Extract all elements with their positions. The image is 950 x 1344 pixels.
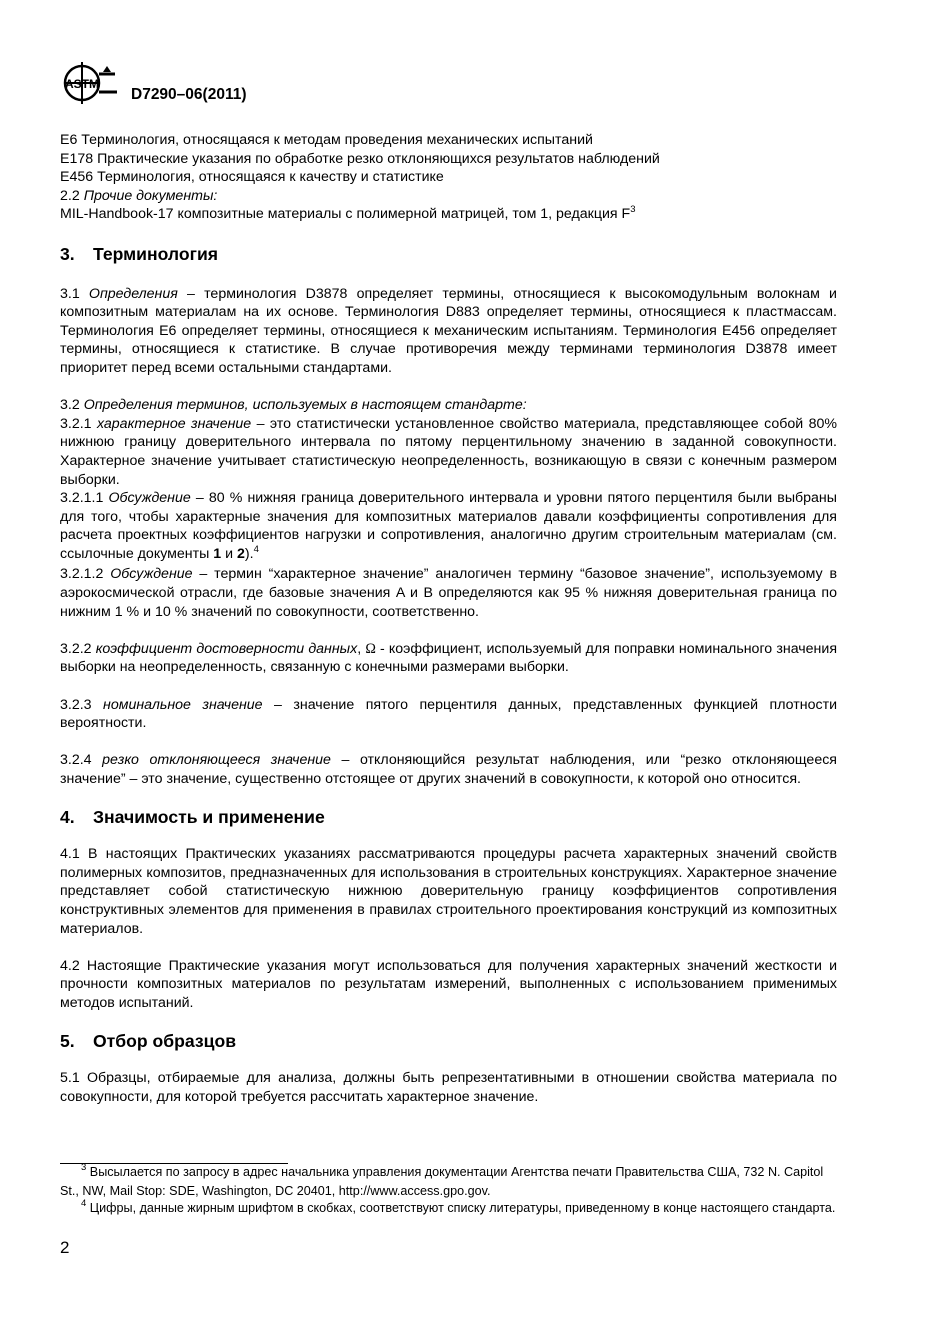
astm-logo	[59, 60, 121, 106]
ref-e456: E456 Терминология, относящаяся к качеству и статистике	[60, 169, 444, 186]
section-5-heading: 5. Отбор образцов	[60, 1030, 237, 1051]
footnote-4: $^4$ Цифры, данные жирным шрифтом в скобках, соответствуют списку литературы, приведенному в конце настоящего стандарта.	[81, 1197, 836, 1215]
paragraph-3-2-3: 3.2.3 номинальное значение – значение пятого перцентиля данных, представленных функцией плотности вероятности.	[60, 696, 837, 732]
ref-e178: E178 Практические указания по обработке резко отклоняющихся результатов наблюдений	[60, 150, 660, 167]
ref-e6: E6 Терминология, относящаяся к методам проведения механических испытаний	[60, 132, 593, 148]
paragraph-3-2-1-1: 3.2.1.1 Обсуждение – 80 % нижняя граница доверительного интервала и уровни пятого перцентиля были выбраны для того, чтобы характерные значения для композитных материалов давали коэффициенты сопротивления для расчета проектных коэффициентов нагрузки и сопротивления, аналогично другим строительным материалам (см. ссылочные документы 1 и 2).$^4$	[60, 490, 837, 562]
paragraph-5-1: 5.1 Образцы, отбираемые для анализа, должны быть репрезентативными в отношении свойства материала по совокупности, для которой требуется рассчитать характерное значение.	[60, 1070, 837, 1105]
page-number: 2	[60, 1238, 70, 1257]
footnotes	[60, 1164, 837, 1218]
footnote-3: $^3$ Высылается по запросу в адрес начальника управления документации Агентства печати Правительства США, 732 N. Capitol St., NW, Mail Stop: SDE, Washington, DC 20401, http://www.access.gpo.gov.	[60, 1162, 824, 1198]
document-body	[60, 131, 837, 1106]
paragraph-3-2-2: 3.2.2 коэффициент достоверности данных, Ω - коэффициент, используемый для поправки номинального значения выборки на неопределенность, связанную с конечными размерами выборки.	[60, 640, 837, 676]
svg-text:ASTM: ASTM	[65, 77, 99, 91]
paragraph-4-1: 4.1 В настоящих Практических указаниях рассматриваются процедуры расчета характерных значений свойств полимерных композитов, предназначенных для использования в строительных конструкциях. Характерное значение представляет собой статистическую нижнюю доверительную границу коэффициентов сопротивления конструктивных элементов для применения в правилах строительного проектирования конструкций из композитных материалов.	[60, 846, 837, 937]
other-documents-heading: 2.2 Прочие документы:	[60, 187, 218, 204]
ref-mil-handbook: MIL-Handbook-17 композитные материалы с полимерной матрицей, том 1, редакция $F^3$	[60, 204, 636, 223]
paragraph-3-2-1-2: 3.2.1.2 Обсуждение – термин “характерное значение” аналогичен термину “базовое значение”, используемому в аэрокосмической отрасли, где базовые значения A и B определяются как 95 % нижняя доверительная граница по нижним 1 % и 10 % значений по совокупности, соответственно.	[60, 566, 837, 620]
paragraph-3-1: 3.1 Определения – терминология D3878 определяет термины, относящиеся к высокомодульным волокнам и композитным материалам на их основе. Терминология D883 определяет термины, относящиеся к пластмассам. Терминология E6 определяет термины, относящиеся к механическим испытаниям. Терминология E456 определяет термины, относящиеся к статистике. В случае противоречия между терминами терминология D3878 имеет приоритет перед всеми остальными стандартами.	[60, 285, 837, 376]
paragraph-3-2-4: 3.2.4 резко отклоняющееся значение – отклоняющийся результат наблюдения, или “резко отклоняющееся значение” – это значение, существенно отстоящее от других значений в совокупности, к которой оно относится.	[60, 752, 837, 787]
section-3-heading: 3. Терминология	[60, 243, 219, 264]
paragraph-3-2: 3.2 Определения терминов, используемых в настоящем стандарте:	[60, 397, 527, 414]
footnote-ref-4[interactable]: 4	[253, 543, 259, 555]
paragraph-4-2: 4.2 Настоящие Практические указания могут использоваться для получения характерных значений жесткости и прочности композитных материалов по результатам измерений, выполненных с использованием применимых методов испытаний.	[60, 957, 837, 1011]
footnote-ref-3[interactable]: 3	[630, 204, 636, 216]
standard-designation: D7290–06(2011)	[131, 86, 247, 103]
paragraph-3-2-1: 3.2.1 характерное значение – это статистически установленное свойство материала, представляющее собой 80% нижнюю границу доверительного интервала по пятому перцентильному значению в заданной совокупности. Характерное значение учитывает статистическую неопределенность, возникающую в связи с конечным размером выборки.	[60, 415, 837, 488]
section-4-heading: 4. Значимость и применение	[60, 806, 325, 827]
